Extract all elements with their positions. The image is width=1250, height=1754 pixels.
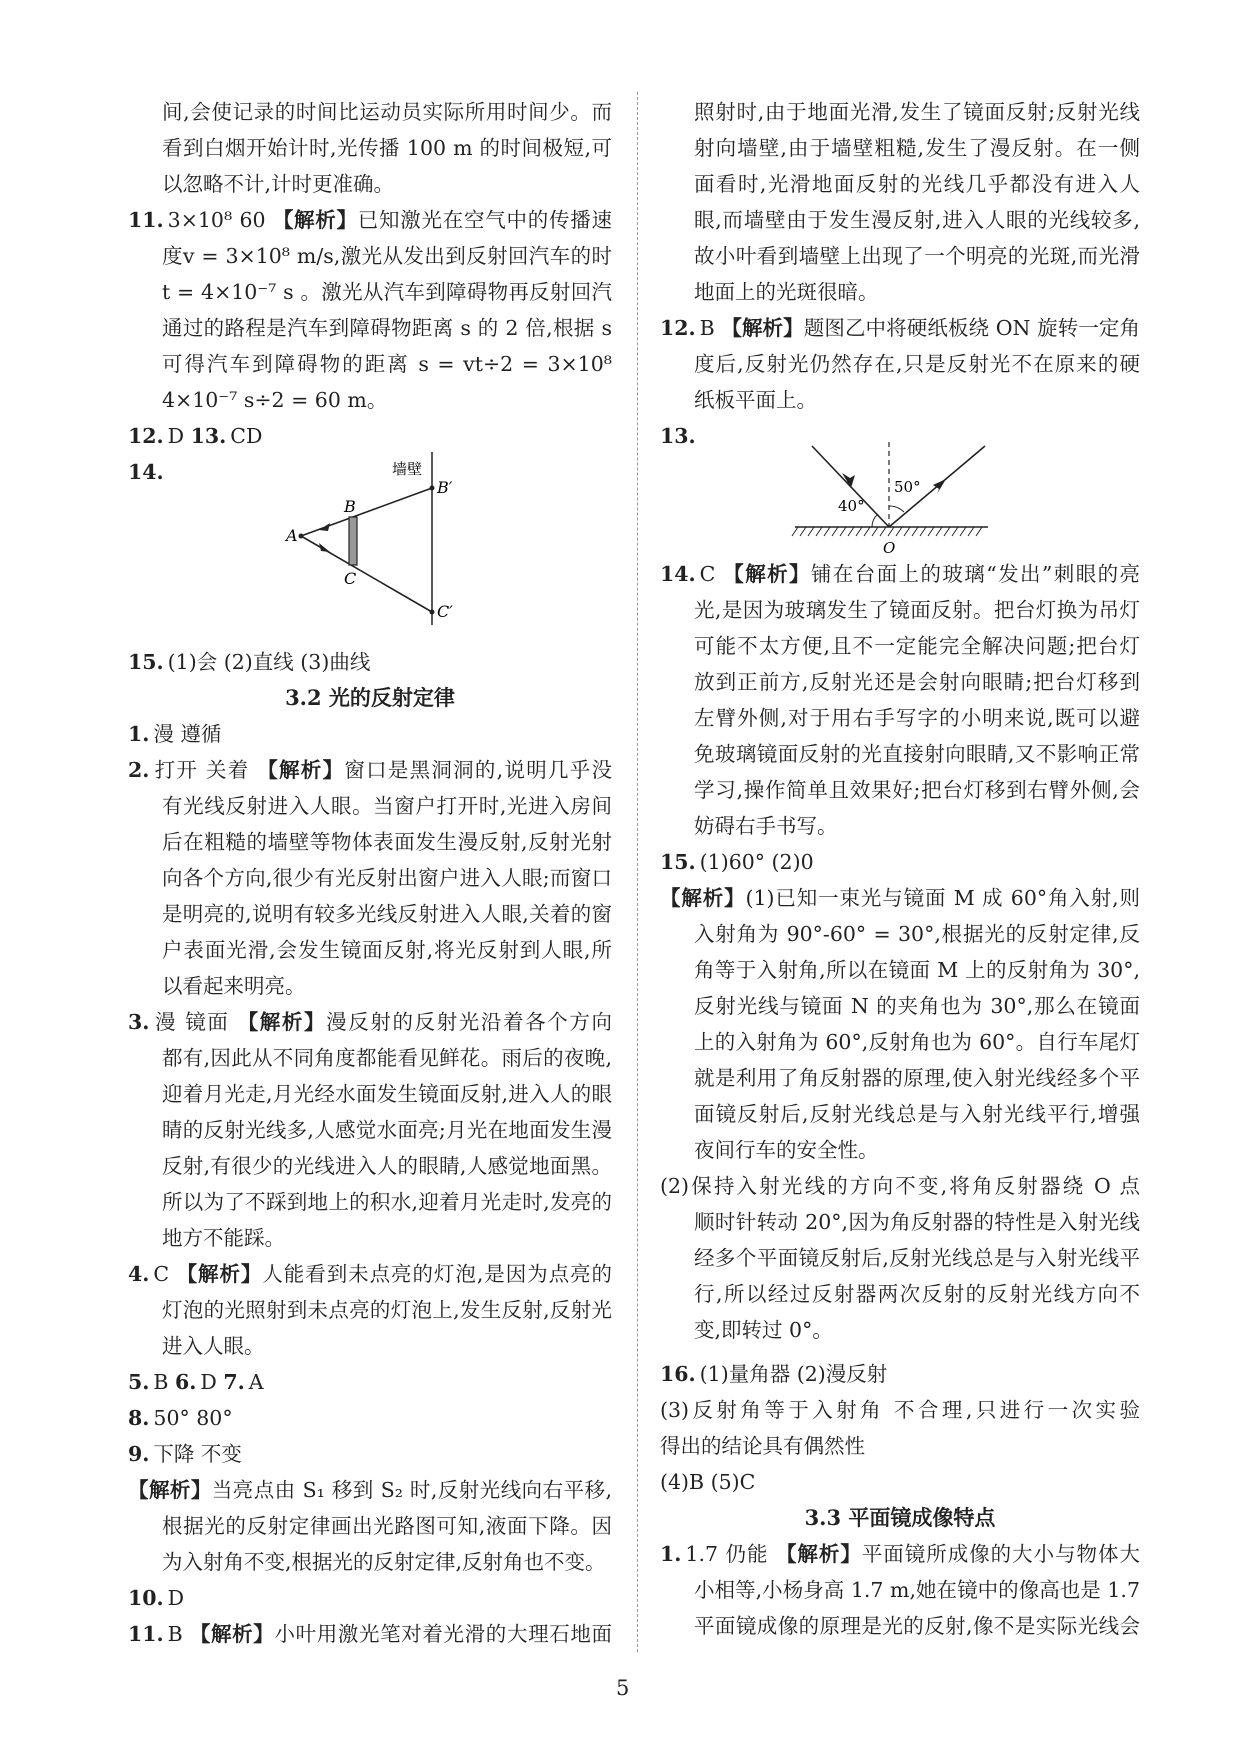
answer-text: CD	[230, 424, 263, 448]
hatch-mark	[960, 527, 966, 536]
hatch-mark	[968, 527, 974, 536]
hatch-mark	[824, 527, 830, 536]
answer-text: 变,即转过 0°。	[694, 1318, 833, 1342]
answer-text: D	[167, 424, 191, 448]
question-number: 13.	[660, 424, 696, 448]
hatch-mark	[936, 527, 942, 536]
hatch-mark	[912, 527, 918, 536]
answer-text: 就是利用了角反射器的原理,使入射光线经多个平	[694, 1066, 1140, 1090]
answer-text: A	[248, 1370, 264, 1394]
hatch-mark	[952, 527, 958, 536]
answer-text: 免玻璃镜面反射的光直接射向眼睛,又不影响正常	[694, 742, 1140, 766]
hatch-mark	[808, 527, 814, 536]
answer-text: (1)量角器 (2)漫反射	[699, 1362, 888, 1386]
answer-text: 3.3 平面镜成像特点	[804, 1505, 996, 1530]
answer-text: 左臂外侧,对于用右手写字的小明来说,既可以避	[694, 706, 1140, 730]
analysis-tag: 【解析】	[128, 1478, 212, 1502]
answer-text: 是明亮的,说明有较多光线反射进入人眼,关着的窗	[162, 902, 612, 926]
hatch-mark	[816, 527, 822, 536]
answer-text: B	[167, 1622, 190, 1646]
question-number: 16.	[660, 1362, 696, 1386]
answer-text: 漫 遵循	[153, 722, 222, 746]
analysis-tag: 【解析】	[176, 1262, 263, 1286]
answer-text: 4×10⁻⁷ s÷2 = 60 m。	[162, 388, 388, 412]
question-number: 4.	[128, 1262, 150, 1286]
answer-text: (3)反射角等于入射角 不合理,只进行一次实验	[660, 1398, 1140, 1422]
answer-text: C	[699, 562, 724, 586]
hatch-mark	[904, 527, 910, 536]
answer-text: 反射,有很少的光线进入人的眼睛,人感觉地面黑。	[162, 1154, 612, 1178]
answer-text: 小叶用激光笔对着光滑的大理石地面	[274, 1622, 612, 1646]
answer-text: B	[153, 1370, 175, 1394]
analysis-tag: 【解析】	[189, 1622, 275, 1646]
answer-text: 题图乙中将硬纸板绕 ON 旋转一定角	[803, 316, 1140, 340]
answer-text: B	[699, 316, 722, 340]
answer-text: 得出的结论具有偶然性	[660, 1434, 865, 1458]
question-number: 10.	[128, 1586, 164, 1610]
answer-text: 铺在台面上的玻璃“发出”刺眼的亮	[810, 562, 1140, 586]
figure-14-wall-reflection	[284, 452, 453, 625]
angle-50-label: 50°	[894, 478, 921, 496]
hatch-mark	[920, 527, 926, 536]
answer-text: 平面镜所成像的大小与物体大	[861, 1542, 1140, 1566]
question-number: 11.	[128, 1622, 164, 1646]
answer-text: 照射时,由于地面光滑,发生了镜面反射;反射光线	[694, 100, 1140, 124]
analysis-tag: 【解析】	[721, 316, 804, 340]
answer-text: (2)保持入射光线的方向不变,将角反射器绕 O 点	[660, 1174, 1140, 1198]
hatch-mark	[840, 527, 846, 536]
figure-13-reflection-diagram	[792, 442, 988, 557]
answer-text: 灯泡的光照射到未点亮的灯泡上,发生反射,反射光	[162, 1298, 612, 1322]
answer-text: 故小叶看到墙壁上出现了一个明亮的光斑,而光滑	[694, 244, 1140, 268]
hatch-mark	[944, 527, 950, 536]
answer-text: 妨碍右手书写。	[694, 814, 838, 838]
answer-text: 可能不太方便,且不一定能完全解决问题;把台灯	[694, 634, 1140, 658]
answer-text: 入射角为 90°-60° = 30°,根据光的反射定律,反	[694, 922, 1140, 946]
answer-text: t = 4×10⁻⁷ s 。激光从汽车到障碍物再反射回汽	[162, 280, 612, 304]
answer-text: 人能看到未点亮的灯泡,是因为点亮的	[262, 1262, 612, 1286]
point-c-label: C	[344, 569, 357, 588]
answer-text: 纸板平面上。	[694, 388, 817, 412]
answer-text: 3×10⁸ 60	[167, 208, 273, 232]
angle-40-label: 40°	[838, 497, 865, 515]
answer-text: 3.2 光的反射定律	[285, 685, 455, 710]
hatch-mark	[872, 527, 878, 536]
answer-text: 向各个方向,很少有光反射出窗户进入人眼;而窗口	[162, 866, 612, 890]
question-number: 8.	[128, 1406, 150, 1430]
answer-text: (1)会 (2)直线 (3)曲线	[167, 650, 371, 674]
point-b-label: B	[344, 497, 356, 516]
answer-text: 漫反射的反射光沿着各个方向	[326, 1010, 612, 1034]
question-number: 13.	[190, 424, 227, 448]
point-b-prime-label: B′	[437, 478, 453, 497]
answer-text: 迎着月光走,月光经水面发生镜面反射,进入人的眼	[162, 1082, 612, 1106]
answer-text: 户表面光滑,会发生镜面反射,将光反射到人眼,所	[162, 938, 612, 962]
hatch-mark	[880, 527, 886, 536]
analysis-tag: 【解析】	[257, 758, 345, 782]
answer-text: 50° 80°	[153, 1406, 233, 1430]
analysis-tag: 【解析】	[775, 1542, 862, 1566]
answer-text: 射向墙壁,由于墙壁粗糙,发生了漫反射。在一侧	[694, 136, 1140, 160]
question-number: 2.	[128, 758, 150, 782]
answer-text: 窗口是黑洞洞的,说明几乎没	[344, 758, 612, 782]
answer-text: 下降 不变	[153, 1442, 242, 1466]
answer-text: 睛的反射光线多,人感觉水面亮;月光在地面发生漫	[162, 1118, 612, 1142]
hatch-mark	[832, 527, 838, 536]
point-a-label: A	[286, 526, 298, 545]
analysis-tag: 【解析】	[272, 208, 358, 232]
answer-text: 漫 镜面	[153, 1010, 238, 1034]
answer-text: 根据光的反射定律画出光路图可知,液面下降。因	[162, 1514, 612, 1538]
answer-text: 度v = 3×10⁸ m/s,激光从发出到反射回汽车的时	[162, 244, 612, 268]
answer-text: 平面镜成像的原理是光的反射,像不是实际光线会	[694, 1614, 1140, 1638]
analysis-tag: 【解析】	[723, 562, 811, 586]
answer-text: 小相等,小杨身高 1.7 m,她在镜中的像高也是 1.7	[694, 1578, 1140, 1602]
hatch-mark	[856, 527, 862, 536]
question-number: 9.	[128, 1442, 150, 1466]
answer-text: 学习,操作简单且效果好;把台灯移到右臂外侧,会	[694, 778, 1140, 802]
question-number: 5.	[128, 1370, 150, 1394]
arrow-icon	[933, 479, 946, 494]
answer-text: 后在粗糙的墙壁等物体表面发生漫反射,反射光射	[162, 830, 612, 854]
answer-text: D	[167, 1586, 185, 1610]
question-number: 1.	[128, 722, 150, 746]
answer-text: 以看起来明亮。	[162, 974, 306, 998]
analysis-tag: 【解析】	[660, 886, 746, 910]
question-number: 7.	[223, 1370, 245, 1394]
wall-label: 墙壁	[392, 460, 423, 478]
answer-text: 面看时,光滑地面反射的光线几乎都没有进入人	[694, 172, 1140, 196]
answer-text: (4)B (5)C	[660, 1470, 756, 1494]
answer-text: 看到白烟开始计时,光传播 100 m 的时间极短,可	[162, 136, 612, 160]
point-o-label: O	[883, 539, 896, 557]
answer-text: 光,是因为玻璃发生了镜面反射。把台灯换为吊灯	[694, 598, 1140, 622]
answer-text: 顺时针转动 20°,因为角反射器的特性是入射光线	[694, 1210, 1140, 1234]
answer-text: 眼,而墙壁由于发生漫反射,进入人眼的光线较多,	[694, 208, 1140, 232]
answer-text: 面镜反射后,反射光线总是与入射光线平行,增强	[694, 1102, 1140, 1126]
question-number: 12.	[660, 316, 696, 340]
answer-text: 进入人眼。	[162, 1334, 265, 1358]
answer-text: 角等于入射角,所以在镜面 M 上的反射角为 30°,	[694, 958, 1140, 982]
answer-text: 上的入射角为 60°,反射角也为 60°。自行车尾灯	[694, 1030, 1140, 1054]
hatch-mark	[792, 527, 798, 536]
arrow-icon	[319, 543, 330, 552]
answer-text: 间,会使记录的时间比运动员实际所用时间少。而	[162, 100, 612, 124]
answer-text: (1)60° (2)0	[699, 850, 814, 874]
answer-text: (1)已知一束光与镜面 M 成 60°角入射,则	[745, 886, 1140, 910]
answer-text: 放到正前方,反射光还是会射向眼睛;把台灯移到	[694, 670, 1140, 694]
answer-text: 通过的路程是汽车到障碍物距离 s 的 2 倍,根据 s	[162, 316, 612, 340]
point-c-prime-label: C′	[437, 602, 453, 621]
answer-text: 度后,反射光仍然存在,只是反射光不在原来的硬	[694, 352, 1140, 376]
answer-text: 都有,因此从不同角度都能看见鲜花。雨后的夜晚,	[162, 1046, 612, 1070]
question-number: 1.	[660, 1542, 682, 1566]
analysis-tag: 【解析】	[237, 1010, 327, 1034]
question-number: 6.	[175, 1370, 197, 1394]
answer-text: 有光线反射进入人眼。当窗户打开时,光进入房间	[162, 794, 612, 818]
answer-text: 已知激光在空气中的传播速	[357, 208, 612, 232]
hatch-mark	[848, 527, 854, 536]
answer-text: 当亮点由 S₁ 移到 S₂ 时,反射光线向右平移,	[211, 1478, 612, 1502]
question-number: 3.	[128, 1010, 150, 1034]
answer-text: 反射光线与镜面 N 的夹角也为 30°,那么在镜面	[694, 994, 1140, 1018]
answer-text: 经多个平面镜反射后,反射光线总是与入射光线平	[694, 1246, 1140, 1270]
answer-text: 可得汽车到障碍物的距离 s = vt÷2 = 3×10⁸	[162, 352, 612, 376]
screen-bar	[349, 517, 357, 565]
answer-text: 地面上的光斑很暗。	[694, 280, 879, 304]
answer-text: 以忽略不计,计时更准确。	[162, 172, 395, 196]
page-number: 5	[616, 1676, 630, 1700]
answer-text: 夜间行车的安全性。	[694, 1138, 879, 1162]
answer-text: 打开 关着	[153, 758, 258, 782]
hatch-mark	[976, 527, 982, 536]
question-number: 14.	[660, 562, 696, 586]
question-number: 15.	[128, 650, 164, 674]
question-number: 12.	[128, 424, 164, 448]
answer-text: 行,所以经过反射器两次反射的反射光线方向不	[694, 1282, 1140, 1306]
question-number: 11.	[128, 208, 164, 232]
question-number: 14.	[128, 460, 164, 484]
answer-text: 地方不能踩。	[162, 1226, 285, 1250]
answer-text: C	[153, 1262, 177, 1286]
hatch-mark	[928, 527, 934, 536]
answer-text: D	[200, 1370, 224, 1394]
answer-text: 1.7 仍能	[685, 1542, 776, 1566]
hatch-mark	[800, 527, 806, 536]
answer-text: 所以为了不踩到地上的积水,迎着月光走时,发亮的	[162, 1190, 612, 1214]
question-number: 15.	[660, 850, 696, 874]
answer-text: 为入射角不变,根据光的反射定律,反射角也不变。	[162, 1550, 606, 1574]
hatch-mark	[864, 527, 870, 536]
hatch-mark	[888, 527, 894, 536]
arrow-icon	[319, 523, 330, 531]
hatch-mark	[896, 527, 902, 536]
